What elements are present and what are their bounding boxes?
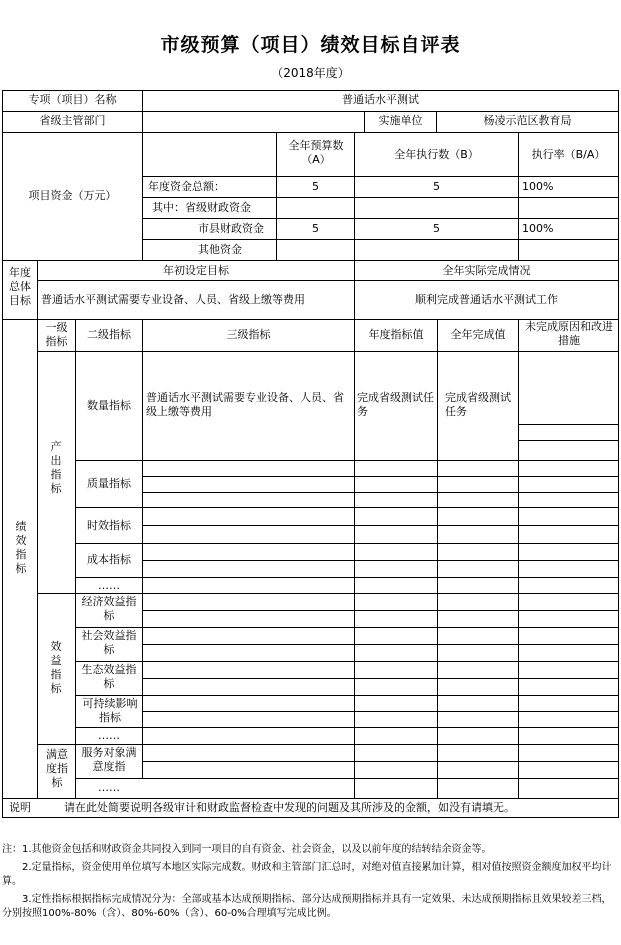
fund-row-total-rate: 100% [522,180,554,193]
dept-label: 省级主管部门 [39,114,106,127]
fund-row-other-label: 其他资金 [198,243,242,256]
sustainable-indicator: 可持续影响指标 [82,697,138,724]
remarks-text: 请在此处简要说明各级审计和财政监督检查中发现的问题及其所涉及的金额，如没有请填无。 [64,801,515,814]
level1-header: 一级指标 [45,321,68,348]
remarks-label: 说明 [9,801,31,814]
actual-header: 全年完成值 [450,328,506,341]
target-header: 年度指标值 [368,328,424,341]
fund-row-city-exec: 5 [433,222,440,235]
cost-indicator: 成本指标 [87,553,131,566]
funds-col-rate: 执行率（B/A） [531,148,606,161]
quantity-indicator: 数量指标 [87,399,131,412]
reason-header: 未完成原因和改进措施 [525,320,613,347]
funds-col-exec: 全年执行数（B） [394,148,479,161]
funds-section-label: 项目资金（万元） [28,189,117,202]
footnotes [2,843,617,921]
actual-goal-header: 全年实际完成情况 [442,264,531,277]
project-name-label: 专项（项目）名称 [28,93,117,106]
project-name-value: 普通话水平测试 [342,93,419,106]
fund-row-total-budget: 5 [312,180,319,193]
satisfaction-ellipsis: …… [98,781,120,794]
year-label: （2018年度） [271,66,350,80]
benefit-ellipsis: …… [98,729,120,742]
fund-row-city-rate: 100% [522,222,554,235]
timeliness-indicator: 时效指标 [87,519,131,532]
quantity-actual-value: 完成省级测试任务 [445,391,511,418]
quantity-level3-value: 普通话水平测试需要专业设备、人员、省级上缴等费用 [146,391,344,418]
social-indicator: 社会效益指标 [81,629,137,656]
page-title: 市级预算（项目）绩效目标自评表 [160,34,461,56]
economic-indicator: 经济效益指标 [81,595,137,622]
fund-row-provincial-label: 其中：省级财政资金 [152,201,251,214]
fund-row-total-label: 年度资金总额： [148,180,225,193]
initial-goal-value: 普通话水平测试需要专业设备、人员、省级上缴等费用 [41,293,305,306]
funds-col-budget: 全年预算数（A） [288,139,344,166]
level3-header: 三级指标 [226,328,271,341]
footnote-3: 3.定性指标根据指标完成情况分为：全部或基本达成预期指标、部分达成预期指标并具有一定效果、未达成预期指标且效果较差三档，分别按照100%-80%（含）、80%-60%（含）、60-0%合理填写完成比例。 [2,894,612,919]
benefit-indicator-label: 效益指标 [50,640,62,695]
output-ellipsis: …… [98,579,120,592]
output-indicator-label: 产出指标 [50,440,62,495]
fund-row-total-exec: 5 [433,180,440,193]
initial-goal-header: 年初设定目标 [163,264,229,277]
ecological-indicator: 生态效益指标 [81,663,137,690]
impl-value: 杨凌示范区教育局 [483,114,572,127]
quantity-target-value: 完成省级测试任务 [357,391,434,418]
fund-row-city-label: 市县财政资金 [198,222,264,235]
indicators-section-label: 绩效指标 [15,520,27,575]
satisfaction-indicator-label: 满意度指标 [46,748,68,789]
quality-indicator: 质量指标 [87,477,131,490]
fund-row-city-budget: 5 [312,222,319,235]
annual-goal-label: 年度总体目标 [9,266,31,307]
footnote-1: 注：1.其他资金包括和财政资金共同投入到同一项目的自有资金、社会资金，以及以前年度的结转结余资金等。 [2,844,492,855]
actual-goal-value: 顺利完成普通话水平测试工作 [415,293,558,306]
level2-header: 二级指标 [87,328,131,341]
impl-label: 实施单位 [378,114,423,127]
service-satisfaction-indicator: 服务对象满意度指 [81,746,137,773]
footnote-2: 2.定量指标，资金使用单位填写本地区实际完成数。财政和主管部门汇总时，对绝对值直接累加计算，相对值按照资金额度加权平均计算。 [2,862,612,887]
